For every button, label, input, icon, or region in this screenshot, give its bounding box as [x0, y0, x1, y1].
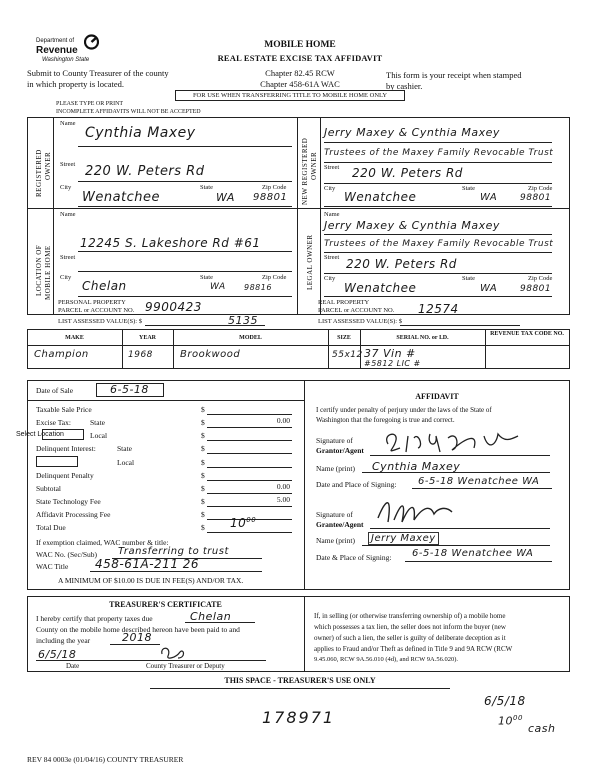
- wac-title-label: WAC Title: [36, 562, 69, 571]
- grantor-name-field[interactable]: Cynthia Maxey: [372, 460, 461, 473]
- reg-city-field[interactable]: Wenatchee: [82, 190, 161, 205]
- real-parcel-label-2: PARCEL or ACCOUNT NO.: [318, 307, 395, 314]
- wac-no-label: WAC No. (Sec/Sub): [36, 550, 98, 559]
- use-note: FOR USE WHEN TRANSFERRING TITLE TO MOBILE HOME ONLY: [175, 90, 405, 101]
- minimum-note: A MINIMUM OF $10.00 IS DUE IN FEE(S) AND/OR TAX.: [58, 576, 244, 585]
- form-id: REV 84 0003e (01/04/16) COUNTY TREASURER: [27, 755, 184, 764]
- assessed-field[interactable]: 5135: [228, 314, 258, 327]
- submit-text-2: in which property is located.: [27, 79, 125, 89]
- col-revenue-code: REVENUE TAX CODE NO.: [490, 331, 564, 337]
- taxable-dollar: $: [201, 405, 205, 414]
- treasurer-date-field[interactable]: 6/5/18: [38, 648, 77, 661]
- registered-owner-label: REGISTERED: [35, 149, 43, 197]
- affidavit-dollar: $: [201, 510, 205, 519]
- treasurer-deputy-label: County Treasurer or Deputy: [146, 662, 225, 670]
- chapter-1: Chapter 82.45 RCW: [265, 68, 335, 78]
- total-due-value[interactable]: $10^{00}$: [230, 516, 257, 530]
- excise-state-value[interactable]: 0.00: [276, 416, 290, 425]
- reg-name-field[interactable]: Cynthia Maxey: [85, 125, 196, 141]
- chapter-2: Chapter 458-61A WAC: [260, 79, 340, 89]
- grantee-signature[interactable]: [372, 494, 462, 528]
- revenue-logo-icon: [84, 33, 99, 51]
- reg-state-field[interactable]: WA: [216, 191, 235, 204]
- grantor-date-place-field[interactable]: 6-5-18 Wenatchee WA: [418, 476, 540, 487]
- new-owner-city-field[interactable]: Wenatchee: [344, 190, 417, 204]
- delinquent-penalty-label: Delinquent Penalty: [36, 471, 94, 480]
- excise-state-label: State: [90, 418, 105, 427]
- make-cell[interactable]: Champion: [34, 349, 89, 360]
- delinquent-interest-label: Delinquent Interest:: [36, 444, 96, 453]
- subtotal-dollar: $: [201, 484, 205, 493]
- serial-cell-2[interactable]: #5812 LIC #: [364, 359, 421, 368]
- total-due-label: Total Due: [36, 523, 66, 532]
- delinquent-interest-box[interactable]: [36, 456, 78, 467]
- new-owner-state-label: State: [462, 185, 475, 192]
- taxable-price-label: Taxable Sale Price: [36, 405, 92, 414]
- agency-line1: Department of: [36, 38, 75, 44]
- tech-dollar: $: [201, 497, 205, 506]
- new-owner-name-line2[interactable]: Trustees of the Maxey Family Revocable Trust: [324, 148, 554, 158]
- personal-parcel-field[interactable]: 9900423: [145, 300, 202, 314]
- legal-city-field[interactable]: Wenatchee: [344, 281, 417, 295]
- local-dollar: $: [201, 431, 205, 440]
- form-title-2: REAL ESTATE EXCISE TAX AFFIDAVIT: [217, 53, 383, 63]
- size-cell[interactable]: 55x12: [332, 350, 363, 360]
- grantor-name-label: Name (print): [316, 464, 355, 473]
- grantee-sig-label-1: Signature of: [316, 510, 353, 519]
- real-parcel-label-1: REAL PROPERTY: [318, 299, 370, 306]
- delinquent-local-label: Local: [117, 458, 135, 467]
- personal-parcel-label-1: PERSONAL PROPERTY: [58, 299, 126, 306]
- legal-zip-field[interactable]: 98801: [520, 284, 552, 294]
- location-select-box[interactable]: [42, 429, 84, 440]
- wac-no-value[interactable]: Transferring to trust: [118, 546, 229, 557]
- state-dollar: $: [201, 418, 205, 427]
- legal-name-line1[interactable]: Jerry Maxey & Cynthia Maxey: [324, 219, 500, 232]
- treasurer-title: TREASURER'S CERTIFICATE: [109, 600, 222, 609]
- grantee-name-label: Name (print): [316, 536, 355, 545]
- loc-state-field[interactable]: WA: [210, 282, 226, 292]
- grantee-sig-label-2: Grantee/Agent: [316, 520, 364, 529]
- submit-text-1: Submit to County Treasurer of the county: [27, 68, 169, 78]
- subtotal-value[interactable]: 0.00: [276, 482, 290, 491]
- excise-label: Excise Tax:: [36, 418, 71, 427]
- stamp-amount: $10^{00}$: [498, 714, 523, 728]
- treasurer-year-field[interactable]: 2018: [122, 631, 152, 644]
- col-year: YEAR: [138, 335, 156, 341]
- di-state-dollar: $: [201, 444, 205, 453]
- stamp-cash: cash: [528, 722, 556, 735]
- serial-cell-1[interactable]: 37 Vin #: [364, 347, 416, 360]
- new-owner-street-field[interactable]: 220 W. Peters Rd: [352, 166, 463, 180]
- date-of-sale-label: Date of Sale: [36, 386, 74, 395]
- new-owner-zip-field[interactable]: 98801: [520, 193, 552, 203]
- reg-zip-field[interactable]: 98801: [253, 192, 288, 203]
- loc-zip-field[interactable]: 98816: [244, 283, 272, 292]
- legal-name-line2[interactable]: Trustees of the Maxey Family Revocable Trust: [324, 239, 554, 249]
- legal-city-label: City: [324, 275, 336, 282]
- real-assessed-label: LIST ASSESSED VALUE(S): $: [318, 318, 402, 325]
- legal-street-field[interactable]: 220 W. Peters Rd: [346, 257, 457, 271]
- subtotal-label: Subtotal: [36, 484, 62, 493]
- agency-line3: Washington State: [42, 57, 90, 63]
- treasurer-text-2: County on the mobile home described hereon have been paid to and: [36, 625, 240, 634]
- receipt-text-1: This form is your receipt when stamped: [386, 70, 522, 80]
- new-registered-owner-label: NEW REGISTERED: [301, 137, 309, 205]
- loc-name-label: Name: [60, 211, 76, 218]
- loc-state-label: State: [200, 274, 213, 281]
- excise-local-label: Local: [90, 431, 108, 440]
- loc-city-field[interactable]: Chelan: [82, 279, 127, 293]
- lien-text-3: owner) of such a lien, the seller is guilty of deliberate deception as it: [314, 634, 506, 642]
- new-owner-zip-label: Zip Code: [528, 185, 553, 192]
- print-note-1: PLEASE TYPE OR PRINT: [56, 101, 124, 107]
- grantor-signature[interactable]: [378, 426, 548, 456]
- new-registered-owner-label-2: OWNER: [310, 151, 318, 180]
- tech-fee-label: State Technology Fee: [36, 497, 101, 506]
- exempt-label: If exemption claimed, WAC number & title:: [36, 538, 169, 547]
- treasurer-text-3: including the year: [36, 636, 91, 645]
- reg-name-label: Name: [60, 120, 76, 127]
- legal-state-field[interactable]: WA: [480, 283, 498, 294]
- total-dollar: $: [201, 523, 205, 532]
- receipt-number: 178971: [262, 708, 336, 727]
- model-cell[interactable]: Brookwood: [180, 349, 241, 360]
- reg-zip-label: Zip Code: [262, 184, 287, 191]
- new-owner-city-label: City: [324, 185, 336, 192]
- affidavit-text-2: Washington that the foregoing is true and correct.: [316, 416, 455, 424]
- reg-city-label: City: [60, 184, 72, 191]
- legal-name-label: Name: [324, 211, 340, 218]
- legal-state-label: State: [462, 275, 475, 282]
- real-parcel-field[interactable]: 12574: [418, 302, 459, 316]
- grantor-sig-label-1: Signature of: [316, 436, 353, 445]
- delinquent-state-label: State: [117, 444, 132, 453]
- col-serial: SERIAL NO. or I.D.: [396, 335, 449, 341]
- lien-text-4: applies to Fraud and/or Theft as defined in Title 9 and 9A RCW (RCW: [314, 645, 513, 653]
- grantor-date-place-label: Date and Place of Signing:: [316, 480, 397, 489]
- lien-text-1: If, in selling (or otherwise transferring ownership of) a mobile home: [314, 612, 506, 620]
- year-cell[interactable]: 1968: [128, 350, 153, 360]
- grantee-name-field[interactable]: Jerry Maxey: [368, 532, 439, 545]
- grantor-sig-label-2: Grantor/Agent: [316, 446, 364, 455]
- print-note-2: INCOMPLETE AFFIDAVITS WILL NOT BE ACCEPTED: [56, 109, 201, 115]
- agency-line2: Revenue: [36, 45, 78, 56]
- select-location-link[interactable]: Select Location: [16, 431, 64, 438]
- reg-street-label: Street: [60, 161, 76, 168]
- stamp-date: 6/5/18: [484, 694, 526, 708]
- assessed-label: LIST ASSESSED VALUE(S): $: [58, 318, 142, 325]
- legal-zip-label: Zip Code: [528, 275, 553, 282]
- treasurer-use-banner: THIS SPACE - TREASURER'S USE ONLY: [224, 676, 376, 685]
- treasurer-text-1: I hereby certify that property taxes due: [36, 614, 153, 623]
- new-owner-name-line1[interactable]: Jerry Maxey & Cynthia Maxey: [324, 126, 500, 139]
- affidavit-title: AFFIDAVIT: [415, 392, 459, 401]
- tech-fee-value[interactable]: 5.00: [276, 495, 290, 504]
- new-owner-street-label: Street: [324, 164, 340, 171]
- registered-owner-label-2: OWNER: [44, 151, 52, 180]
- affidavit-text-1: I certify under penalty of perjury under the laws of the State of: [316, 406, 492, 414]
- personal-parcel-label-2: PARCEL or ACCOUNT NO.: [58, 307, 135, 314]
- lien-text-5: 9.45.060, RCW 9A.56.010 (4d), and RCW 9A.56.020).: [314, 656, 459, 663]
- reg-street-field[interactable]: 220 W. Peters Rd: [85, 164, 205, 179]
- reg-state-label: State: [200, 184, 213, 191]
- loc-city-label: City: [60, 274, 72, 281]
- legal-owner-label: LEGAL OWNER: [306, 234, 314, 290]
- wac-title-value[interactable]: 458-61A-211 26: [95, 557, 200, 571]
- grantee-date-place-field[interactable]: 6-5-18 Wenatchee WA: [412, 548, 534, 559]
- legal-street-label: Street: [324, 254, 340, 261]
- col-size: SIZE: [337, 335, 351, 341]
- form-title-1: MOBILE HOME: [264, 40, 336, 50]
- loc-street-label: Street: [60, 254, 76, 261]
- col-make: MAKE: [65, 335, 84, 341]
- penalty-dollar: $: [201, 471, 205, 480]
- affidavit-fee-label: Affidavit Processing Fee: [36, 510, 111, 519]
- lien-text-2: which possesses a tax lien, the seller does not inform the buyer (new: [314, 623, 506, 631]
- loc-name-field[interactable]: 12245 S. Lakeshore Rd #61: [80, 236, 261, 250]
- date-of-sale-value: 6-5-18: [110, 383, 149, 396]
- di-local-dollar: $: [201, 458, 205, 467]
- location-label-2: MOBILE HOME: [44, 245, 52, 300]
- grantee-date-place-label: Date & Place of Signing:: [316, 553, 392, 562]
- treasurer-county-field[interactable]: Chelan: [190, 610, 232, 623]
- col-model: MODEL: [239, 335, 262, 341]
- new-owner-state-field[interactable]: WA: [480, 192, 498, 203]
- receipt-text-2: by cashier.: [386, 81, 423, 91]
- treasurer-date-label: Date: [66, 662, 80, 670]
- location-label: LOCATION OF: [35, 244, 43, 296]
- loc-zip-label: Zip Code: [262, 274, 287, 281]
